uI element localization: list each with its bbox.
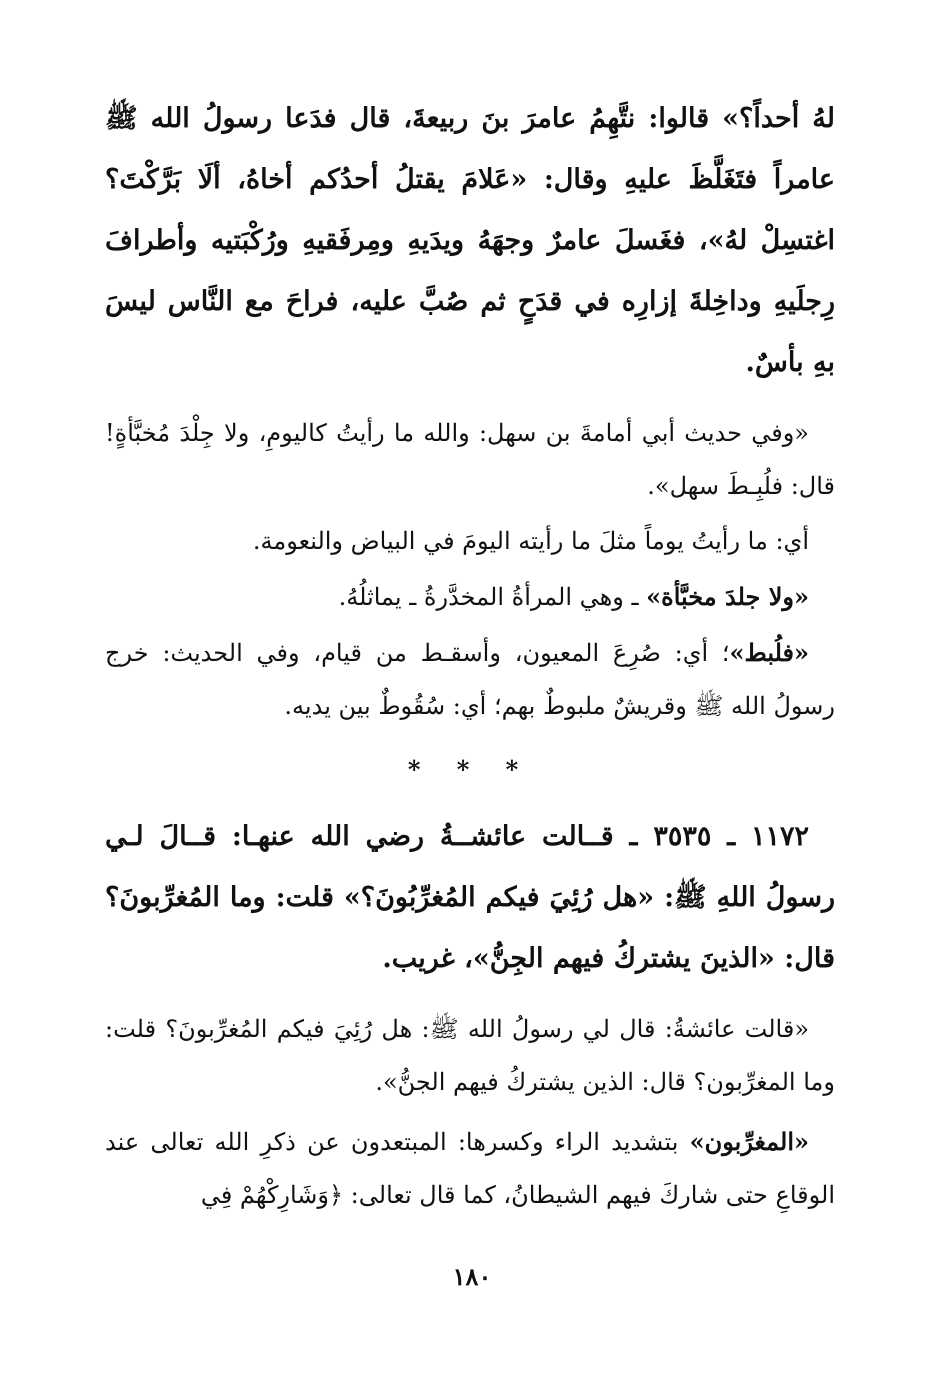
section-separator: * * * — [407, 755, 533, 784]
commentary-aisha: «قالت عائشةُ: قال لي رسولُ الله ﷺ: هل رُئِيَ فيكم المُغرِّبونَ؟ قلت: وما المغرِّبون؟ قال: الذين يشتركُ فيهم الجنُّ». — [105, 1015, 835, 1096]
page-number: ١٨٠ — [452, 1262, 492, 1291]
term-hidden-skin-explanation: ـ وهي المرأةُ المخدَّرةُ ـ يماثلُهُ. — [338, 583, 647, 611]
term-mugharribun-explanation: بتشديد الراء وكسرها: المبتعدون عن ذكرِ الله تعالى عند الوقاعِ حتى شاركَ فيهم الشيطانُ، كما قال تعالى: ﴿وَشَارِكْهُمْ فِي — [105, 1128, 835, 1209]
commentary-hidden-skin — [105, 570, 835, 624]
commentary-lubita — [105, 626, 835, 733]
commentary-abu-umama: «وفي حديث أبي أمامةَ بن سهل: والله ما رأيتُ كاليومِ، ولا جِلْدَ مُخبَّأةٍ! قال: فلُبِـطَ سهل». — [105, 419, 835, 500]
term-lubita-explanation: ؛ أي: صُرِعَ المعيون، وأسقـط من قيام، وفي الحديث: خرج رسولُ الله ﷺ وقريشٌ ملبوطٌ بهم؛ أي: سُقُوطٌ بين يديه. — [105, 639, 835, 720]
commentary-mugharribun — [105, 1115, 835, 1222]
term-mugharribun: «المغرِّبون» — [689, 1127, 809, 1156]
commentary-meaning: أي: ما رأيتُ يوماً مثلَ ما رأيته اليومَ في البياض والنعومة. — [252, 527, 809, 555]
term-lubita: «فلُبط» — [729, 638, 809, 667]
term-hidden-skin: «ولا جلدَ مخبَّأة» — [646, 582, 809, 611]
page-body — [105, 88, 835, 1222]
hadith-1172-paragraph: ١١٧٢ ـ ٣٥٣٥ ـ قــالت عائشــةُ رضي الله عنهـا: قــالَ لـي رسولُ اللهِ ﷺ: «هل رُئِيَ فيكم المُغرِّبُونَ؟» قلت: وما المُغرِّبونَ؟ قال: «الذينَ يشتركُ فيهم الجِنُّ»، غريب. — [105, 821, 835, 974]
hadith-continuation-paragraph: لهُ أحداً؟» قالوا: نتَّهِمُ عامرَ بنَ ربيعةَ، قال فدَعا رسولُ الله ﷺ عامراً فتَغَلَّظَ عليهِ وقال: «عَلامَ يقتلُ أحدُكم أخاهُ، ألَا بَرَّكْتَ؟ اغتسِلْ لهُ»، فغَسلَ عامرٌ وجهَهُ ويدَيهِ ومِرفَقيهِ ورُكْبَتيه وأطرافَ رِجلَيهِ وداخِلةَ إزارِه في قدَحٍ ثم صُبَّ عليه، فراحَ مع النَّاس ليسَ بهِ بأسٌ. — [105, 103, 835, 378]
